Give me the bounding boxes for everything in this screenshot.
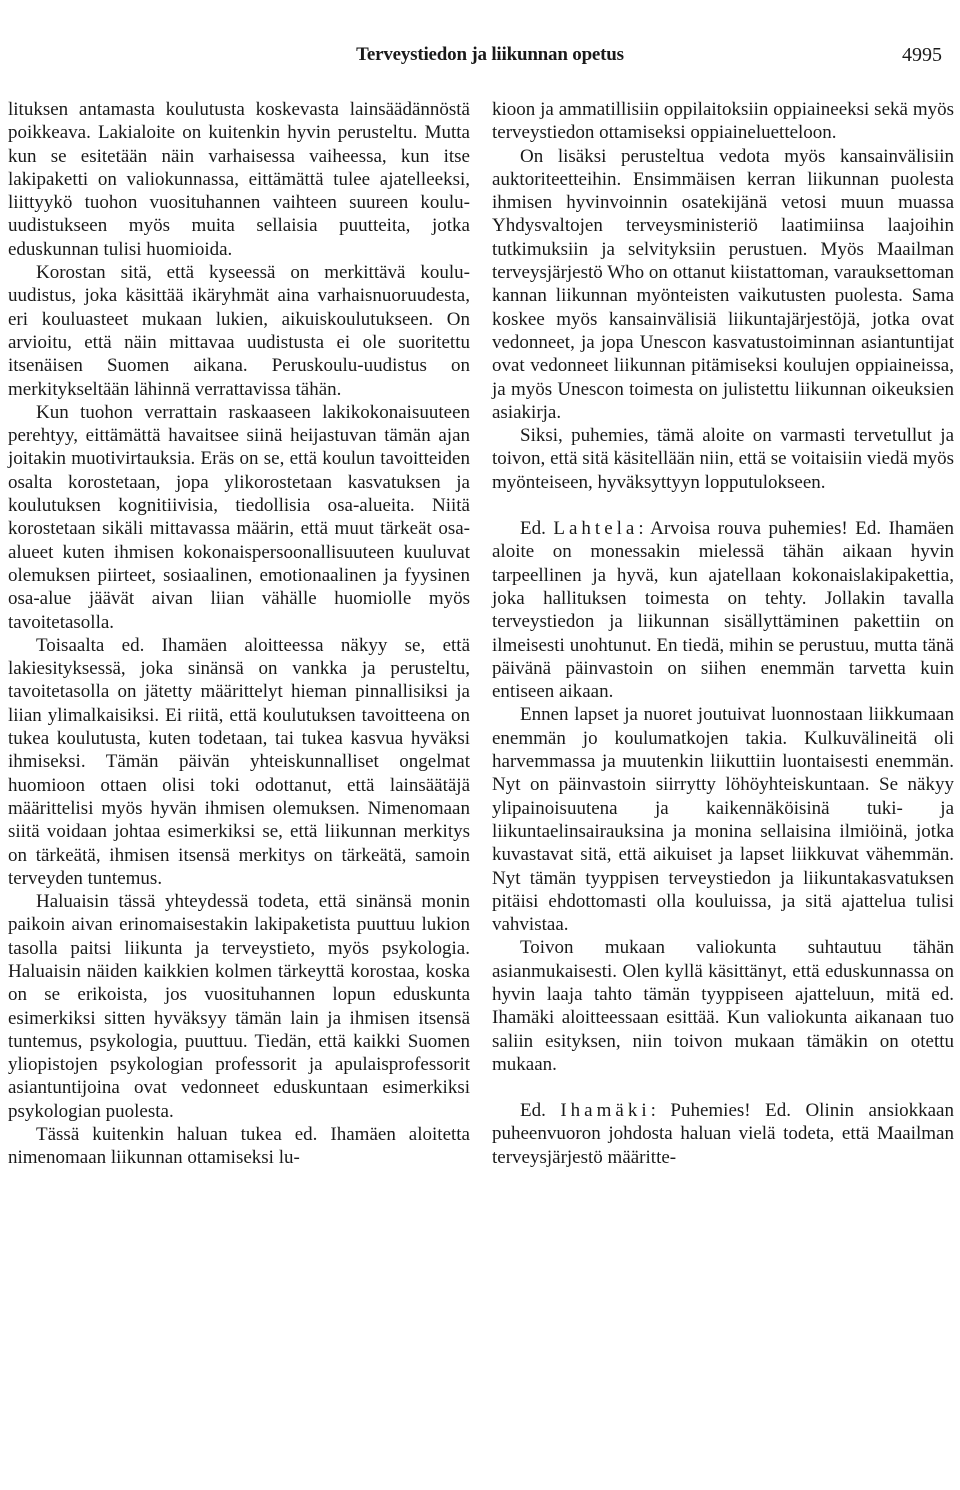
speech-ihamaki	[492, 1099, 954, 1169]
paragraph: kioon ja ammatillisiin oppilaitoksiin oppiaineeksi sekä myös terveystiedon ottamiseksi oppiaineluetteloon.	[492, 99, 954, 144]
paragraph: Haluaisin tässä yhteydessä todeta, että sinänsä monin paikoin aivan erinomaisestakin lakipaketista puuttuu lukion tasolla paitsi liikunta ja terveystieto, myös psykologia. Haluaisin näiden kaikkien kolmen tärkeyttä korostaa, koska on se erikoista, jos vuosituhannen lopun eduskunta esimerkiksi sitten hyväksyy tämän lain ja ihmisen itsensä tuntemus, psykologia, puuttuu. Tiedän, että kaikki Suomen yliopistojen psykologian professorit ja apulaisprofessorit asiantuntijoina ovat vedonneet eduskuntaan esimerkiksi psykologian puolesta.	[8, 891, 470, 1122]
speech-text: : Arvoisa rouva puhemies! Ed. Ihamäen aloite on monessakin mielessä tähän aikaan hyvin tarpeellinen ja hyvä, kun ajatellaan kokonaislakipakettia, joka hallituksen toimesta on tehty. Jollakin tavalla terveystiedon ja liikunnan sisällyttäminen pakettiin on ilmeisesti unohtunut. En tiedä, mihin se perustuu, mutta tänä päivänä päinvastoin on siihen enemmän tarvetta kuin entiseen aikaan.	[492, 518, 955, 703]
speaker-name: Lahtela	[553, 518, 639, 540]
speaker-prefix: Ed.	[520, 1100, 546, 1122]
speech-text: : Puhemies! Ed. Olinin ansiokkaan puheenvuoron johdosta haluan vielä todeta, että Maailman terveysjärjestö määritte-	[492, 1100, 954, 1168]
running-title: Terveystiedon ja liikunnan opetus	[356, 44, 624, 65]
paragraph: Tässä kuitenkin haluan tukea ed. Ihamäen aloitetta nimenomaan liikunnan ottamiseksi lu-	[8, 1124, 470, 1169]
running-header	[0, 44, 960, 74]
left-column	[8, 98, 470, 1170]
speech-lahtela	[492, 517, 954, 703]
paragraph: Toivon mukaan valiokunta suhtautuu tähän asianmukaisesti. Olen kyllä käsittänyt, että eduskunnassa on hyvin laaja tahto tämän tyyppiseen ajatteluun, mitä ed. Ihamäki aloitteessaan esittää. Kun valiokunta aikanaan tuo saliin esityksen, niin toivon mukaan tämäkin on otettu mukaan.	[492, 937, 954, 1075]
text-columns	[8, 98, 954, 1170]
speaker-prefix: Ed.	[520, 518, 546, 540]
paragraph: Ennen lapset ja nuoret joutuivat luonnostaan liikkumaan enemmän jo koulumatkojen takia. Kulkuvälineitä oli harvemmassa ja muutenkin liikuttiin luontaisesti enemmän. Nyt on päinvastoin siirrytty löhöyhteiskuntaan. Se näkyy ylipainoisuutena ja kaikennäköisinä tuki- ja liikuntaelinsairauksina ja monina sellaisina ilmiöinä, jotka kuvastavat sitä, että aikuiset ja lapset liikkuvat vähemmän. Nyt tämän tyyppisen terveystiedon ja liikuntakasvatuksen pitäisi ehdottomasti olla kouluissa, ja sitä ajattelua tulisi vahvistaa.	[492, 704, 954, 936]
right-column	[492, 98, 954, 1170]
speaker-name: Ihamäki	[560, 1100, 651, 1122]
paragraph: lituksen antamasta koulutusta koskevasta lainsäädännöstä poikkeava. Lakialoite on kuitenkin hyvin perusteltu. Mutta kun se esitetään näin varhaisessa vaiheessa, kun itse lakipaketti on valiokunnassa, eittämättä tulee ajatelleeksi, liittyykö tuohon vuosituhannen vaihteen suureen koulu-uudistukseen myös muita sellaisia puutteita, jotka eduskunnan tulisi huomioida.	[8, 99, 470, 260]
paragraph: Kun tuohon verrattain raskaaseen lakikokonaisuuteen perehtyy, eittämättä havaitsee siinä heijastuvan tämän ajan joitakin muotivirtauksia. Eräs on se, että koulun tavoitteiden osalta korostetaan, jopa ylikorostetaan kasvatuksen ja koulutuksen kognitiivisia, tiedollisia osa-alueita. Niitä korostetaan sikäli mittavassa määrin, että muut tärkeät osa-alueet kuten ihmisen kokonaispersoonallisuuteen kuuluvat olemuksen piirteet, sosiaalinen, emotionaalinen ja fyysinen osa-alue jäävät aivan liian vähälle huomiolle myös tavoitetasolla.	[8, 401, 470, 633]
paragraph: Korostan sitä, että kyseessä on merkittävä koulu-uudistus, joka käsittää ikäryhmät aina varhaisnuoruudesta, eri kouluasteet mukaan lukien, aikuiskoulutukseen. On arvioitu, että näin mittavaa uudistusta ei ole suoritettu itsenäisen Suomen aikana. Peruskoulu-uudistus on merkitykseltään lähinnä verrattavissa tähän.	[8, 262, 470, 400]
paragraph: Siksi, puhemies, tämä aloite on varmasti tervetullut ja toivon, että sitä käsitellään niin, että se voitaisiin viedä myös myönteiseen, hyväksyttyyn lopputulokseen.	[492, 425, 954, 493]
paragraph: On lisäksi perusteltua vedota myös kansainvälisiin auktoriteetteihin. Ensimmäisen kerran liikunnan puolesta ihmisen hyvinvoinnin osatekijänä vetosi muun muassa Yhdysvaltojen terveysministeriö laatimiinsa laajoihin tutkimuksiin ja selvityksiin perustuen. Myös Maailman terveysjärjestö Who on ottanut kiistattoman, varauksettoman kannan liikunnan myönteisten vaikutusten puolesta. Sama koskee myös kansainvälisiä liikuntajärjestöjä, jotka ovat vedonneet, ja jopa Unescon kasvatustoiminnan asiantuntijat ovat vedonneet liikunnan pitämiseksi koulujen oppiaineissa, ja myös Unescon toimesta on julistettu liikunnan oikeuksien asiakirja.	[492, 145, 954, 423]
page-number: 4995	[902, 44, 942, 66]
paragraph: Toisaalta ed. Ihamäen aloitteessa näkyy se, että lakiesityksessä, joka sinänsä on vankka ja perusteltu, tavoitetasolla on jätetty määrittelyt hieman pinnallisiksi ja liian ylimalkaisiksi. Ei riitä, että koulutuksen tavoitteena on tukea koulutusta, kuten todetaan, tai tukea kasvua hyväksi ihmiseksi. Tämän päivän yhteiskunnalliset ongelmat huomioon ottaen olisi toki odottanut, että lainsäätäjä määrittelisi myös hyvän ihmisen olemuksen. Nimenomaan siitä voidaan johtaa esimerkiksi se, että liikunnan merkitys on tärkeätä, ihmisen itsensä merkitys on tärkeätä, samoin terveyden tuntemus.	[8, 634, 470, 889]
